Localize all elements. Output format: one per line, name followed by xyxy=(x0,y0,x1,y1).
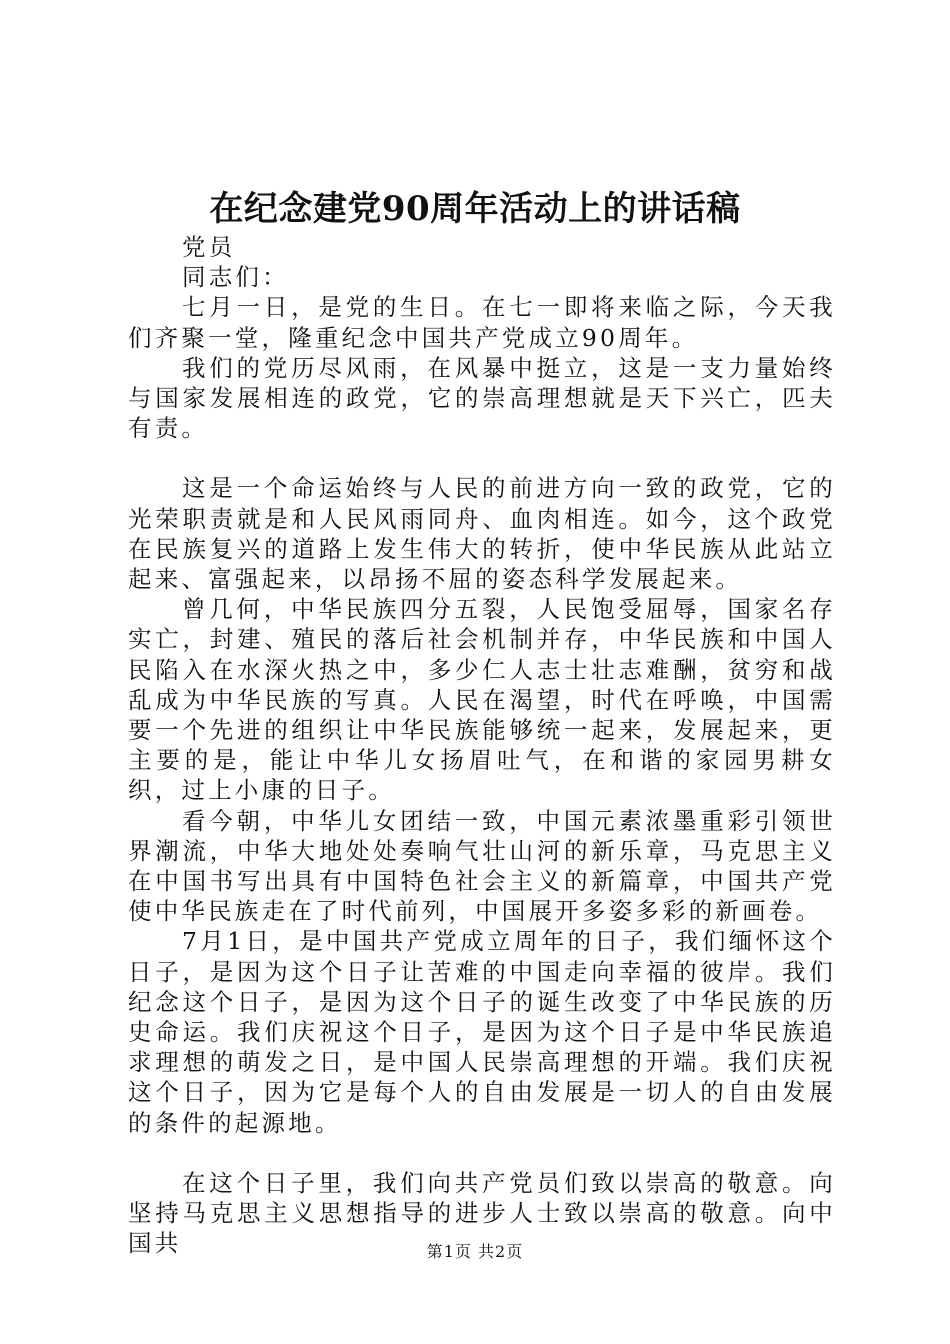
body-paragraph: 七月一日，是党的生日。在七一即将来临之际，今天我们齐聚一堂，隆重纪念中国共产党成立90周年。 xyxy=(128,293,836,352)
body-paragraph: 在这个日子里，我们向共产党员们致以崇高的敬意。向坚持马克思主义思想指导的进步人士致以崇高的敬意。向中国共 xyxy=(128,1168,836,1258)
body-paragraph: 这是一个命运始终与人民的前进方向一致的政党，它的光荣职责就是和人民风雨同舟、血肉相连。如今，这个政党在民族复兴的道路上发生伟大的转折，使中华民族从此站立起来、富强起来，以昂扬不屈的姿态科学发展起来。 xyxy=(128,474,836,594)
document-title: 在纪念建党90周年活动上的讲话稿 xyxy=(209,189,741,229)
page-footer: 第1页 共2页 xyxy=(426,1242,524,1261)
body-paragraph: 曾几何，中华民族四分五裂，人民饱受屈辱，国家名存实亡，封建、殖民的落后社会机制并存，中华民族和中国人民陷入在水深火热之中，多少仁人志士壮志难酬，贫穷和战乱成为中华民族的写真。人民在渴望，时代在呼唤，中国需要一个先进的组织让中华民族能够统一起来，发展起来，更主要的是，能让中华儿女扬眉吐气，在和谐的家园男耕女织，过上小康的日子。 xyxy=(128,595,836,805)
document-body xyxy=(128,232,836,1259)
body-paragraph: 7月1日，是中国共产党成立周年的日子，我们缅怀这个日子，是因为这个日子让苦难的中国走向幸福的彼岸。我们纪念这个日子，是因为这个日子的诞生改变了中华民族的历史命运。我们庆祝这个日子，是因为这个日子是中华民族追求理想的萌发之日，是中国人民崇高理想的开端。我们庆祝这个日子，因为它是每个人的自由发展是一切人的自由发展的条件的起源地。 xyxy=(128,927,836,1137)
body-paragraph: 看今朝，中华儿女团结一致，中国元素浓墨重彩引领世界潮流，中华大地处处奏响气壮山河的新乐章，马克思主义在中国书写出具有中国特色社会主义的新篇章，中国共产党使中华民族走在了时代前列，中国展开多姿多彩的新画卷。 xyxy=(128,806,836,926)
body-paragraph: 我们的党历尽风雨，在风暴中挺立，这是一支力量始终与国家发展相连的政党，它的崇高理想就是天下兴亡，匹夫有责。 xyxy=(128,353,836,443)
greeting-line: 同志们： xyxy=(182,263,289,292)
salutation-line: 党员 xyxy=(182,233,236,261)
